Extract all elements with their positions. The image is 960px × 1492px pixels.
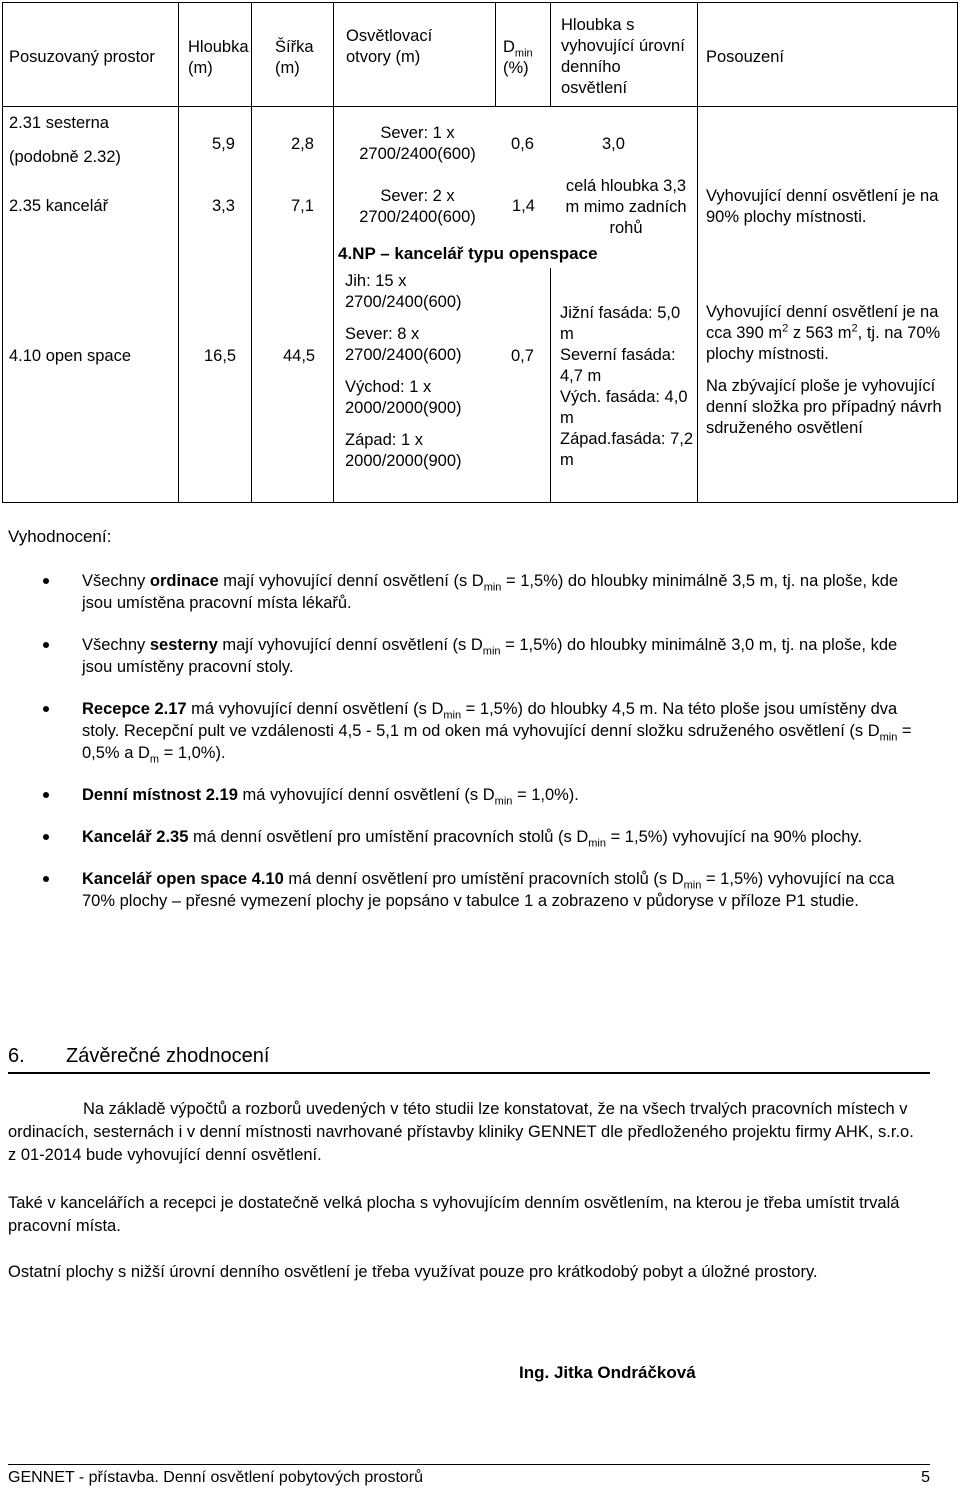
row1-dmin: 0,6 <box>511 135 534 153</box>
row2-openings: Sever: 2 x 2700/2400(600) <box>359 187 476 226</box>
row2-depth: 3,3 <box>212 197 235 215</box>
list-item: Všechny ordinace mají vyhovující denní osvětlení (s $D_{min} = 1,5\%$) do hloubky minimálně 3,5 m, tj. na ploše, kde jsou umístěna pracovní místa lékařů. <box>0 570 930 614</box>
row1-openings: Sever: 1 x 2700/2400(600) <box>359 124 476 163</box>
conclusion-paragraph-1: Na základě výpočtů a rozborů uvedených v této studii lze konstatovat, že na všech trvalých pracovních místech v ordinacích, sesternách i v denní místnosti navrhované přístavby kliniky GENNET dle předloženého projektu firmy AHK, s.r.o. z 01-2014 bude vyhovující denní osvětlení. <box>8 1100 914 1164</box>
row3-space: 4.10 open space <box>9 347 132 365</box>
row3-dmin: 0,7 <box>511 347 534 365</box>
row1-depth-ok: 3,0 <box>602 135 625 153</box>
openspace-subheading: 4.NP – kancelář typu openspace <box>338 244 598 263</box>
header-dmin: $D_{min}$ (%) <box>503 38 533 77</box>
row2-assessment: Vyhovující denní osvětlení je na 90% plochy místnosti. <box>706 187 939 226</box>
page-number: 5 <box>921 1469 930 1486</box>
signature: Ing. Jitka Ondráčková <box>519 1363 696 1382</box>
row3-assessment: Vyhovující denní osvětlení je na cca 390 $m^2$ z 563 $m^2$, tj. na 70% plochy místnosti. Na zbývající ploše je vyhovující denní složka pro případný návrh sdruženého osvětlení <box>706 303 942 437</box>
evaluation-heading: Vyhodnocení: <box>8 527 112 546</box>
list-item: Všechny sesterny mají vyhovující denní osvětlení (s $D_{min} = 1,5\%$) do hloubky minimálně 3,0 m, tj. na ploše, kde jsou umístěny pracovní stoly. <box>0 634 930 678</box>
conclusion-paragraph-2: Také v kancelářích a recepci je dostatečně velká plocha s vyhovujícím denním osvětlením, na kterou je třeba umístit trvalá pracovní místa. <box>8 1194 900 1235</box>
header-width: Šířka (m) <box>275 38 314 77</box>
header-openings: Osvětlovací otvory (m) <box>346 27 433 66</box>
conclusion-paragraph-3: Ostatní plochy s nižší úrovní denního osvětlení je třeba využívat pouze pro krátkodobý pobyt a úložné prostory. <box>8 1263 818 1281</box>
list-item: Kancelář open space 4.10 má denní osvětlení pro umístění pracovních stolů (s $D_{min} = 1,5\%$) vyhovující na cca 70% plochy – přesné vymezení plochy je popsáno v tabulce 1 a zobrazeno v půdoryse v příloze P1 studie. <box>0 868 930 912</box>
section-number: 6. <box>8 1045 25 1067</box>
assessment-table <box>0 0 960 504</box>
section-title: Závěrečné zhodnocení <box>66 1045 270 1067</box>
header-depth-ok: Hloubka s vyhovující úrovní denního osvětlení <box>561 16 685 97</box>
list-item: Recepce 2.17 má vyhovující denní osvětlení (s $D_{min} = 1,5\%$) do hloubky 4,5 m. Na této ploše jsou umístěny dva stoly. Recepční pult ve vzdálenosti 4,5 - 5,1 m od oken má vyhovující denní složku sdruženého osvětlení (s $D_{min} = 0,5\%$ a $D_m = 1,0\%$). <box>0 698 930 764</box>
header-assessment: Posouzení <box>706 48 784 66</box>
row1-depth: 5,9 <box>212 135 235 153</box>
row3-depth: 16,5 <box>204 347 237 365</box>
list-item: Denní místnost 2.19 má vyhovující denní osvětlení (s $D_{min} = 1,0\%$). <box>0 784 930 806</box>
row1-space-line1: 2.31 sesterna <box>9 114 109 132</box>
row2-dmin: 1,4 <box>512 197 535 215</box>
row3-openings: Jih: 15 x 2700/2400(600) Sever: 8 x 2700/2400(600) Východ: 1 x 2000/2000(900) Západ: 1 x 2000/2000(900) <box>345 272 462 470</box>
list-item: Kancelář 2.35 má denní osvětlení pro umístění pracovních stolů (s $D_{min} = 1,5\%$) vyhovující na 90% plochy. <box>0 826 930 848</box>
section-heading <box>8 1045 930 1074</box>
row1-width: 2,8 <box>291 135 314 153</box>
header-depth: Hloubka (m) <box>188 38 249 77</box>
row3-width: 44,5 <box>283 347 316 365</box>
row2-width: 7,1 <box>291 197 314 215</box>
header-space: Posuzovaný prostor <box>9 48 155 66</box>
row1-space-line2: (podobně 2.32) <box>9 148 121 166</box>
evaluation-list <box>0 570 930 932</box>
row2-space: 2.35 kancelář <box>9 197 109 215</box>
row2-depth-ok: celá hloubka 3,3 m mimo zadních rohů <box>565 177 687 237</box>
page-footer <box>8 1464 930 1487</box>
footer-text: GENNET - přístavba. Denní osvětlení pobytových prostorů <box>8 1469 424 1486</box>
row3-depth-ok: Jižní fasáda: 5,0 m Severní fasáda: 4,7 m Vých. fasáda: 4,0 m Západ.fasáda: 7,2 m <box>560 304 694 469</box>
